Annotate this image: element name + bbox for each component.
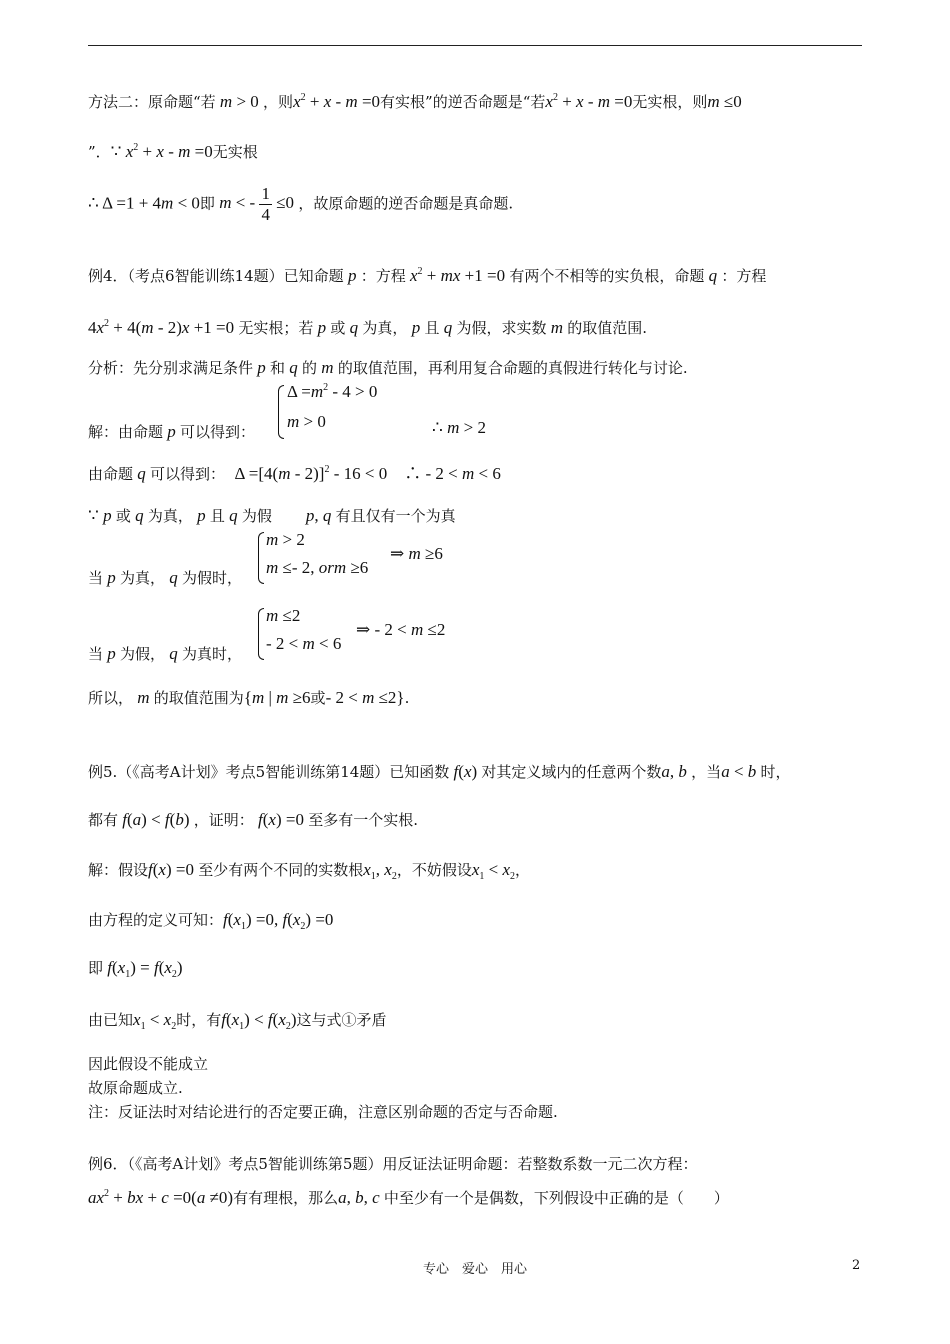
text: 分析：先分别求满足条件 <box>88 359 254 377</box>
text: 解：由命题 <box>88 423 164 441</box>
text: ，不妨假设 <box>396 861 472 879</box>
text: 方法二：原命题“若 <box>88 93 216 111</box>
math: $x^2 + x - m =0$ <box>545 92 633 111</box>
math: $x_1 < x_2$ <box>133 1010 177 1032</box>
ex4-analysis <box>88 358 688 378</box>
text: 为真时， <box>182 645 243 663</box>
text: . <box>404 689 410 707</box>
math: ∵ p <box>88 506 112 525</box>
math: $4x^2 + 4(m - 2)x +1 =0$ <box>88 318 239 337</box>
text: 都有 <box>88 811 119 829</box>
text: ”． <box>88 143 111 161</box>
math: $f(x_1) =0$, $f(x_2) =0$ <box>223 910 334 932</box>
text: 这与式①矛盾 <box>296 1011 387 1029</box>
text: 无实根 <box>212 143 258 161</box>
math: q <box>169 644 178 663</box>
text: 由命题 <box>88 465 134 483</box>
math: $x^2$ + mx +1 =0 <box>409 266 510 285</box>
text: 和 <box>270 359 286 377</box>
text: 有且仅有一个为真 <box>335 507 456 525</box>
math: q <box>229 506 238 525</box>
text: 有有理根，那么 <box>233 1189 339 1207</box>
text: ：方程 <box>360 267 406 285</box>
text: 或 <box>330 319 346 337</box>
math: f(a) < f(b) <box>122 810 194 829</box>
math: ⇒ m ≥6 <box>390 544 443 563</box>
math: q <box>137 464 146 483</box>
math: ∴ Δ =1 + 4m < 0 <box>88 193 200 213</box>
math: $\Delta =m^2 - 4 > 0$ <box>287 382 378 401</box>
math: q <box>169 568 178 587</box>
ex5-solution6: 故原命题成立. <box>88 1079 183 1097</box>
text: 解：假设 <box>88 861 149 879</box>
text: 且 <box>209 507 225 525</box>
ex5-solution3 <box>88 958 183 985</box>
ex5-solution4 <box>88 1010 387 1037</box>
text: 为假， <box>120 645 166 663</box>
text: 为假，求实数 <box>456 319 547 337</box>
math: ∵ $x^2 + x - m =0$ <box>110 142 213 161</box>
math: ⇒ - 2 < m ≤2 <box>356 620 446 639</box>
math: q <box>349 318 359 337</box>
math: q <box>135 506 144 525</box>
footer-motto: 专心 爱心 用心 <box>422 1262 527 1277</box>
math: m ≤0 <box>707 92 742 111</box>
ex5-line2 <box>88 810 418 830</box>
math: - 2 < m ≤2} <box>325 688 405 707</box>
ex4-line1 <box>88 262 766 286</box>
math: p <box>197 506 206 525</box>
math: p <box>257 358 266 377</box>
math: q <box>289 358 298 377</box>
brace <box>258 608 264 660</box>
math: ∴ m > 2 <box>432 418 486 437</box>
text: ，故原命题的逆否命题是真命题. <box>298 194 514 213</box>
text: 至多有一个实根. <box>308 811 418 829</box>
ex6-line1: 例6．（《高考A计划》考点5智能训练第5题）用反证法证明命题：若整数系数一元二次方程： <box>88 1155 698 1173</box>
math: $x_1 < x_2$ <box>471 860 516 882</box>
text: 为假时， <box>182 569 243 587</box>
ex4-conclusion <box>88 688 409 708</box>
text: 时，有 <box>176 1011 222 1029</box>
text: 为真， <box>362 319 408 337</box>
math: p <box>167 422 176 441</box>
text: 的取值范围. <box>567 319 648 337</box>
ex4-solution3 <box>88 506 456 526</box>
math: p <box>347 266 357 285</box>
text: 当 <box>88 645 104 663</box>
math: p <box>107 568 116 587</box>
text: 或 <box>310 689 326 707</box>
text: ，证明： <box>193 811 254 829</box>
method2-line2 <box>88 138 258 162</box>
page-number: 2 <box>852 1258 861 1273</box>
ex4-line2 <box>88 314 647 338</box>
math: $ax^2$ + bx + c =0(a ≠0) <box>88 1188 234 1207</box>
text: 且 <box>424 319 440 337</box>
math: - 2 < m < 6 <box>266 634 342 653</box>
ex5-note: 注：反证法时对结论进行的否定要正确，注意区别命题的否定与否命题. <box>88 1103 558 1121</box>
ex4-case1 <box>88 568 242 588</box>
ex4-solution1 <box>88 422 255 442</box>
text: 即 <box>88 959 104 977</box>
math: m <box>137 688 150 707</box>
math: Δ =[4(m - 2)]$^2$ - 16 < 0 ∴ - 2 < m < 6 <box>217 464 501 483</box>
math: $f(x_1) < f(x_2)$ <box>221 1010 297 1032</box>
math: $x^2 + x - m =0$ <box>293 92 381 111</box>
math: $x_1$, $x_2$ <box>363 860 397 882</box>
math: f(x) =0 <box>148 860 199 879</box>
math: q <box>708 266 718 285</box>
text: ，当 <box>691 763 722 781</box>
text: 中至少有一个是偶数，下列假设中正确的是（ ） <box>383 1189 729 1207</box>
ex5-line1 <box>88 762 791 782</box>
text: 当 <box>88 569 104 587</box>
text: 所以， <box>88 689 134 707</box>
brace <box>278 385 284 439</box>
math: p, q <box>305 506 332 525</box>
text: 例5.（《高考A计划》考点5智能训练第14题）已知函数 <box>88 763 450 781</box>
text: 有两个不相等的实负根，命题 <box>509 267 705 285</box>
text: ， <box>515 861 531 879</box>
text: ，则 <box>263 93 294 111</box>
text: 有实根”的逆否命题是“若 <box>380 93 546 111</box>
method2-line1 <box>88 88 742 112</box>
text: 可以得到： <box>150 465 218 483</box>
math: m < - $\frac{1}{4}$ ≤0 <box>219 184 299 224</box>
text: 无实根；若 <box>238 319 314 337</box>
text: 无实根，则 <box>632 93 708 111</box>
math: a < b <box>721 762 757 781</box>
ex5-solution1 <box>88 860 530 887</box>
math: p <box>107 644 116 663</box>
text: 为真， <box>147 507 193 525</box>
math: m > 2 <box>266 530 305 549</box>
text: 由已知 <box>88 1011 134 1029</box>
method2-line3 <box>88 184 513 225</box>
math: m <box>321 358 334 377</box>
math: m ≤- 2, orm ≥6 <box>266 558 369 577</box>
text: ：方程 <box>721 267 767 285</box>
text: 的取值范围，再利用复合命题的真假进行转化与讨论. <box>337 359 688 377</box>
text: 为真， <box>120 569 166 587</box>
text: 的取值范围为 <box>153 689 244 707</box>
brace <box>258 532 264 584</box>
math: p <box>411 318 421 337</box>
text: 时， <box>760 763 791 781</box>
math: a, b, c <box>338 1188 380 1207</box>
math: $f(x_1) = f(x_2)$ <box>107 958 183 980</box>
text: 至少有两个不同的实数根 <box>198 861 364 879</box>
math: {m | m ≥6 <box>243 688 311 707</box>
math: m > 0 <box>219 92 264 111</box>
text: 对其定义域内的任意两个数 <box>481 763 662 781</box>
math: m <box>550 318 563 337</box>
text: 为假 <box>241 507 272 525</box>
math: f(x) <box>453 762 482 781</box>
ex4-case2 <box>88 644 242 664</box>
text: 由方程的定义可知： <box>88 911 224 929</box>
ex6-line2 <box>88 1184 729 1208</box>
text: 可以得到： <box>180 423 256 441</box>
math: q <box>443 318 453 337</box>
math: m ≤2 <box>266 606 301 625</box>
math: a, b <box>661 762 687 781</box>
ex4-solution2 <box>88 460 501 484</box>
text: 或 <box>115 507 131 525</box>
math: f(x) =0 <box>258 810 309 829</box>
math: m > 0 <box>287 412 326 431</box>
text: 即 <box>199 194 215 213</box>
header-rule <box>88 45 862 46</box>
text: 的 <box>302 359 318 377</box>
text: 例4．（考点6智能训练14题）已知命题 <box>88 267 344 285</box>
ex5-solution5: 因此假设不能成立 <box>88 1055 209 1073</box>
ex5-solution2 <box>88 910 333 937</box>
math: p <box>317 318 327 337</box>
